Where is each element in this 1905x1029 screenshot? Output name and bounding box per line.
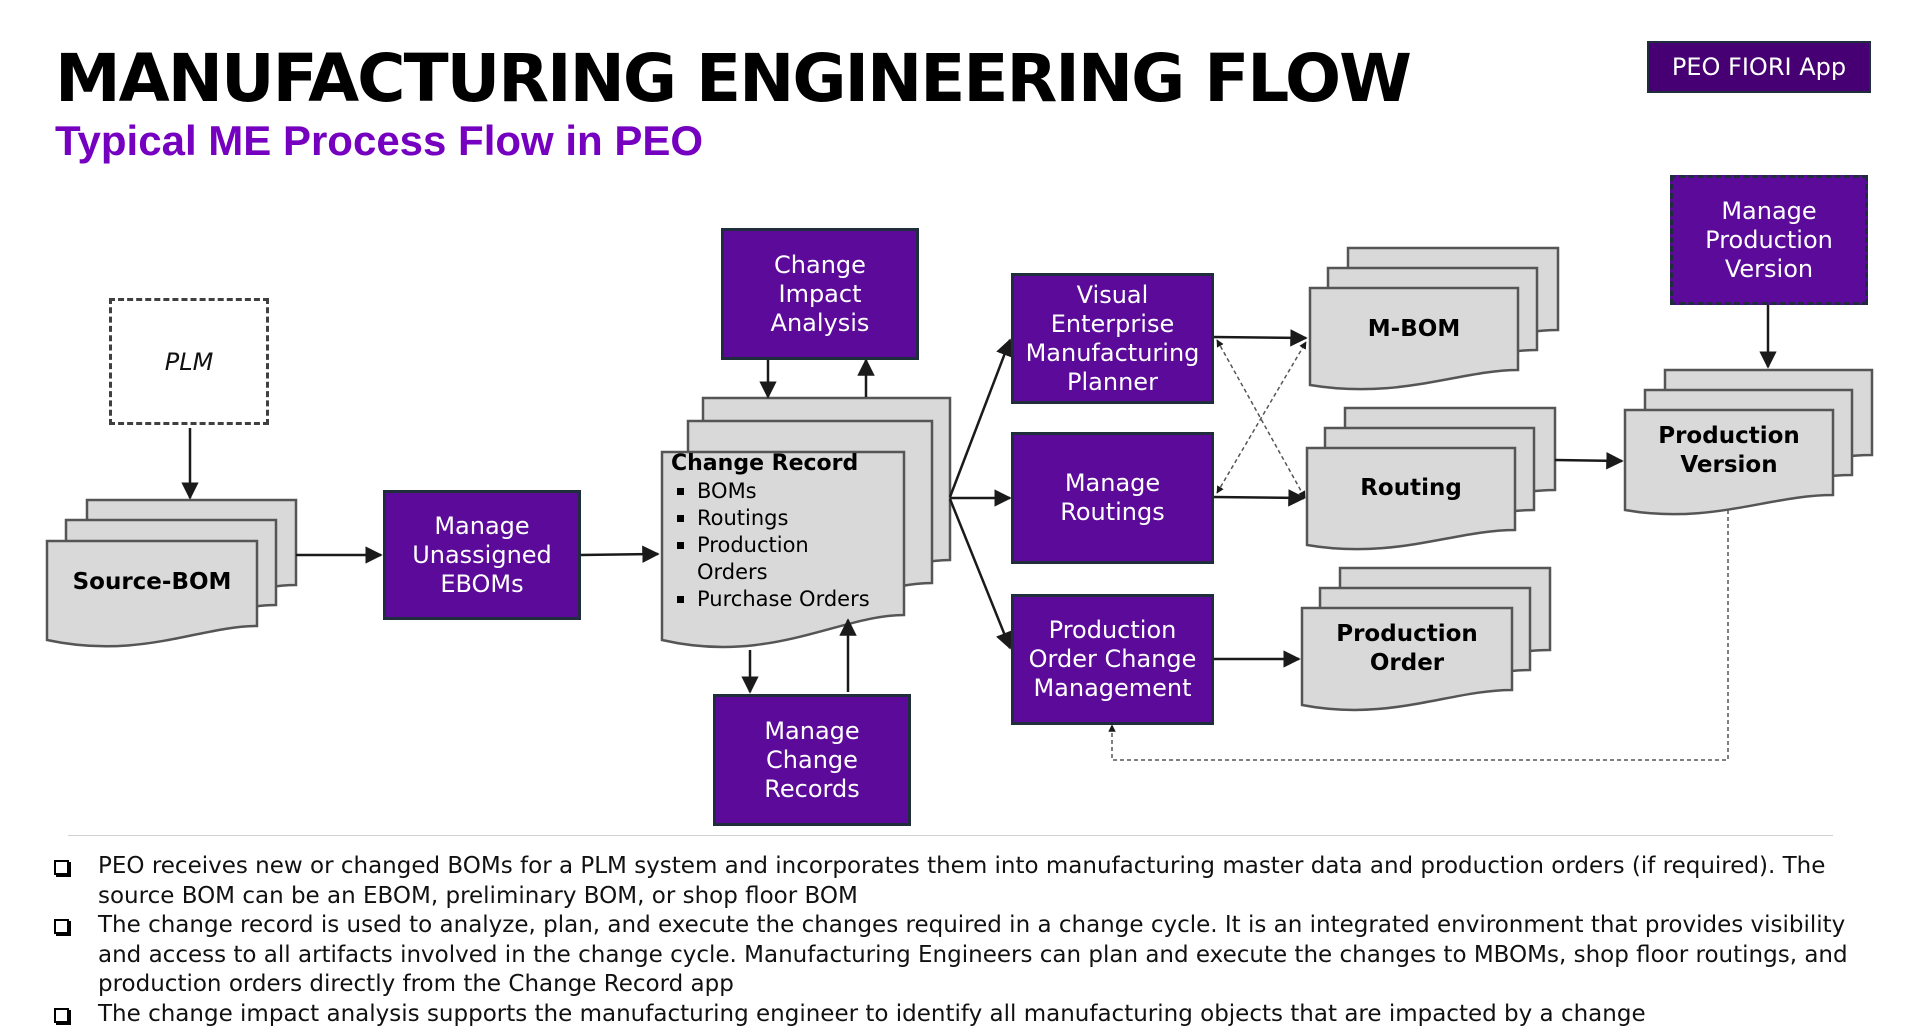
routings-to-routing-arrow — [1213, 497, 1304, 498]
peo-fiori-app-badge: PEO FIORI App — [1647, 41, 1871, 93]
manage-unassigned-eboms-app[interactable]: Manage Unassigned EBOMs — [383, 490, 581, 620]
note-text: The change impact analysis supports the manufacturing engineer to identify all manufacturing objects that are impacted by a change — [98, 1001, 1646, 1027]
ve-to-mbom-arrow — [1213, 337, 1306, 338]
production-version-label: Production Version — [1625, 422, 1833, 480]
manage-production-version-app[interactable]: Manage Production Version — [1670, 175, 1868, 305]
note-item — [52, 911, 1862, 1000]
manage-routings-app[interactable]: Manage Routings — [1011, 432, 1214, 564]
routing-label: Routing — [1307, 474, 1515, 503]
routing-to-production-version-arrow — [1555, 460, 1622, 461]
production-order-label: Production Order — [1302, 620, 1512, 678]
notes-list — [52, 852, 1862, 1029]
plm-system: PLM — [109, 298, 269, 425]
change-record-to-poc-arrow — [950, 499, 1010, 648]
note-text: The change record is used to analyze, plan, and execute the changes required in a change cycle. It is an integrated environment that provides visibility and access to all artifacts involved in the change cycle. Manufacturing Engineers can plan and execute the changes to MBOMs, shop floor routings, and production orders directly from the Change Record app — [98, 912, 1848, 997]
change-record-title: Change Record — [671, 451, 887, 476]
note-item — [52, 852, 1862, 911]
change-record — [667, 451, 887, 613]
checkbox-bullet-icon — [54, 1008, 69, 1023]
page-subtitle: Typical ME Process Flow in PEO — [55, 117, 703, 165]
production-order-change-management-app[interactable]: Production Order Change Management — [1011, 594, 1214, 725]
note-text: PEO receives new or changed BOMs for a PLM system and incorporates them into manufacturing master data and production orders (if required). The source BOM can be an EBOM, preliminary BOM, or shop floor BOM — [98, 853, 1825, 909]
checkbox-bullet-icon — [54, 860, 69, 875]
manage-change-records-app[interactable]: Manage Change Records — [713, 694, 911, 826]
change-record-item: BOMs — [667, 478, 887, 505]
visual-enterprise-manufacturing-planner-app[interactable]: Visual Enterprise Manufacturing Planner — [1011, 273, 1214, 404]
checkbox-bullet-icon — [54, 919, 69, 934]
change-record-to-ve-arrow — [950, 340, 1010, 497]
change-record-item: Routings — [667, 505, 887, 532]
source-bom-label: Source-BOM — [47, 568, 257, 597]
change-impact-analysis-app[interactable]: Change Impact Analysis — [721, 228, 919, 360]
change-record-item: Production Orders — [667, 532, 887, 586]
page-title: MANUFACTURING ENGINEERING FLOW — [55, 40, 1410, 117]
mbom-label: M-BOM — [1310, 315, 1518, 344]
change-record-list — [667, 478, 887, 613]
manage-ebom-to-change-record-arrow — [580, 554, 658, 555]
change-record-item: Purchase Orders — [667, 586, 887, 613]
divider — [68, 835, 1833, 836]
